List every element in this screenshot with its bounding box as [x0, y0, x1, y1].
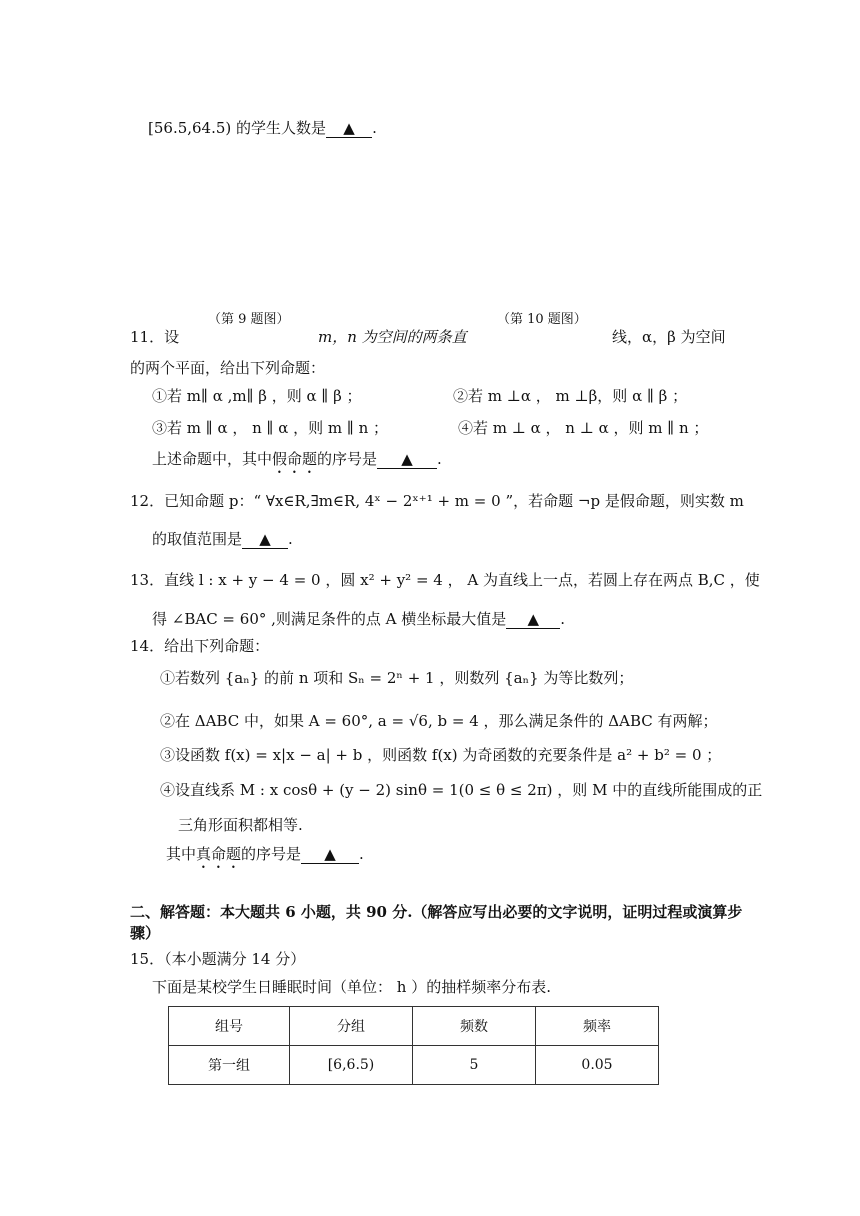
q14-question	[166, 844, 364, 872]
answer-blank: ▲	[377, 450, 437, 469]
answer-blank: ▲	[301, 845, 359, 864]
q13-pre: 得 ∠BAC = 60° ,则满足条件的点 A 横坐标最大值是	[152, 610, 507, 628]
q13-line1: 13．直线 l : x + y − 4 = 0 ，圆 x² + y² = 4 ， A 为直线上一点，若圆上存在两点 B,C ，使	[130, 571, 760, 589]
answer-blank: ▲	[242, 530, 288, 549]
q12-pre: 的取值范围是	[152, 530, 243, 548]
q11-question	[152, 449, 442, 477]
table-header: 频数	[413, 1007, 536, 1046]
table-cell: [6,6.5)	[290, 1046, 413, 1085]
figure-9-caption: （第 9 题图）	[208, 312, 290, 327]
q9-end: .	[372, 119, 377, 137]
answer-blank: ▲	[326, 119, 372, 138]
table-header: 分组	[290, 1007, 413, 1046]
q14-prop-1: ①若数列 {aₙ} 的前 n 项和 Sₙ = 2ⁿ + 1 ，则数列 {aₙ} 为等比数列；	[160, 669, 634, 687]
table-header-row	[169, 1007, 659, 1046]
table-cell: 第一组	[169, 1046, 290, 1085]
q12-line2	[152, 529, 293, 549]
q14-prop-2: ②在 ΔABC 中，如果 A = 60°, a = √6, b = 4 ，那么满足条件的 ΔABC 有两解；	[160, 712, 718, 730]
q14-ask-post: 的序号是	[241, 845, 302, 863]
q11-number: 11．设	[130, 328, 180, 346]
q14-emphasis: 真命题	[196, 845, 242, 863]
q11-mn: m，n 为空间的两条直	[318, 328, 467, 346]
q14-ask-pre: 其中	[166, 845, 197, 863]
q11-prop-1: ①若 m∥ α ,m∥ β ，则 α ∥ β ；	[152, 387, 362, 405]
q9-text: 的学生人数是	[231, 119, 327, 137]
figure-10-caption: （第 10 题图）	[497, 312, 587, 327]
q13-end: .	[560, 610, 566, 628]
q15-text: 下面是某校学生日睡眠时间（单位： h ）的抽样频率分布表.	[152, 978, 551, 996]
q11-prop-2: ②若 m ⊥α ， m ⊥β，则 α ∥ β ；	[453, 387, 688, 405]
table-header: 频率	[536, 1007, 659, 1046]
q9-tail	[148, 118, 377, 138]
table-cell: 5	[413, 1046, 536, 1085]
q14-prop-4b: 三角形面积都相等.	[178, 816, 303, 834]
q11-tail: 线，α，β 为空间	[612, 328, 726, 346]
q15-head: 15．（本小题满分 14 分）	[130, 950, 306, 968]
table-row	[169, 1046, 659, 1085]
answer-blank: ▲	[506, 610, 560, 629]
table-cell: 0.05	[536, 1046, 659, 1085]
q12-line1: 12．已知命题 p：“ ∀x∈R,∃m∈R, 4ˣ − 2ˣ⁺¹ + m = 0 ”，若命题 ¬p 是假命题，则实数 m	[130, 492, 744, 510]
q14-prop-3: ③设函数 f(x) = x|x − a| + b ，则函数 f(x) 为奇函数的充要条件是 a² + b² = 0 ；	[160, 746, 722, 764]
table-header: 组号	[169, 1007, 290, 1046]
q11-end: .	[437, 450, 442, 468]
q11-prop-3: ③若 m ∥ α ， n ∥ α ，则 m ∥ n ；	[152, 419, 389, 437]
q13-line2	[152, 609, 565, 629]
q11-emphasis: 假命题	[272, 450, 318, 468]
q14-prop-4: ④设直线系 M : x cosθ + (y − 2) sinθ = 1(0 ≤ θ ≤ 2π) ，则 M 中的直线所能围成的正	[160, 781, 763, 799]
section-heading: 二、解答题：本大题共 6 小题，共 90 分.（解答应写出必要的文字说明，证明过程或演算步	[130, 903, 743, 921]
frequency-table	[168, 1006, 659, 1085]
q14-end: .	[359, 845, 364, 863]
q11-line2: 的两个平面，给出下列命题：	[130, 359, 326, 377]
q14-head: 14．给出下列命题：	[130, 637, 270, 655]
q12-end: .	[288, 530, 293, 548]
q11-ask-pre: 上述命题中，其中	[152, 450, 273, 468]
q9-interval: [56.5,64.5)	[148, 119, 232, 137]
q11-prop-4: ④若 m ⊥ α ， n ⊥ α ，则 m ∥ n ；	[458, 419, 709, 437]
section-heading-cont: 骤）	[130, 924, 161, 942]
q11-ask-post: 的序号是	[317, 450, 378, 468]
